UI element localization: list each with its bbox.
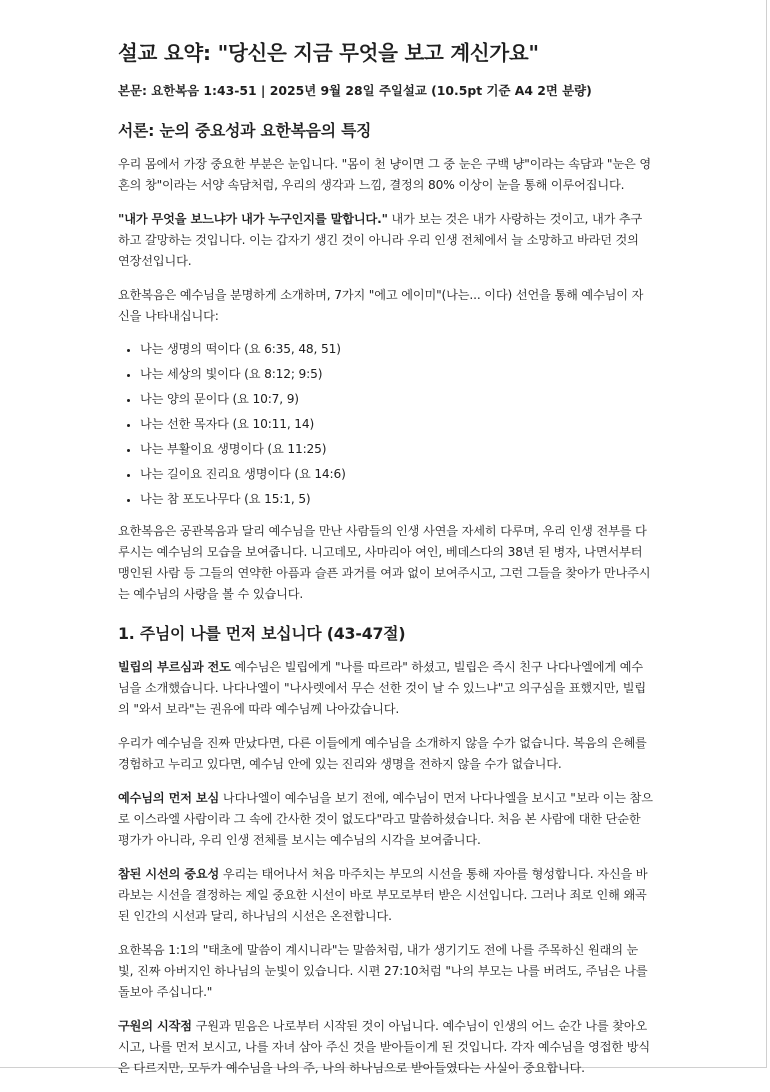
sermon-meta: 본문: 요한복음 1:43-51 | 2025년 9월 28일 주일설교 (10.5pt 기준 A4 2면 분량) [118,83,592,98]
section-1-paragraph-3-text: 나다나엘이 예수님을 보기 전에, 예수님이 먼저 나다나엘을 보시고 "보라 이는 참으로 이스라엘 사람이라 그 속에 간사한 것이 없도다"라고 말씀하셨습니다. 처음 본 사람에 대한 단순한 평가가 아니라, 우리 인생 전체를 보시는 예수님의 시각을 보여줍니다. [118,791,653,847]
section-1-paragraph-4-text: 우리는 태어나서 처음 마주치는 부모의 시선을 통해 자아를 형성합니다. 자신을 바라보는 시선을 결정하는 제일 중요한 시선이 바로 부모로부터 받은 시선입니다. 그러나 죄로 인해 왜곡된 인간의 시선과 달리, 하나님의 시선은 온전합니다. [118,867,648,923]
section-1-paragraph-4 [118,864,653,927]
intro-heading: 서론: 눈의 중요성과 요한복음의 특징 [118,121,372,140]
section-1-paragraph-6-bold: 구원의 시작점 [118,1019,192,1033]
list-item: • 나는 생명의 떡이다 (요 6:35, 48, 51) [140,340,653,358]
list-item: • 나는 양의 문이다 (요 10:7, 9) [140,390,653,408]
intro-paragraph-2-text: 내가 보는 것은 내가 사랑하는 것이고, 내가 추구하고 갈망하는 것입니다. 이는 갑자기 생긴 것이 아니라 우리 인생 전체에서 늘 소망하고 바라던 것의 연장선입니다. [118,212,643,268]
page-title: 설교 요약: "당신은 지금 무엇을 보고 계신가요" [118,41,539,65]
section-1-paragraph-1-text: 예수님은 빌립에게 "나를 따르라" 하셨고, 빌립은 즉시 친구 나다나엘에게 예수님을 소개했습니다. 나다나엘이 "나사렛에서 무슨 선한 것이 날 수 있느냐"고 의구심을 표했지만, 빌립의 "와서 보라"는 권유에 따라 예수님께 나아갔습니다. [118,660,646,716]
section-1-paragraph-3-bold: 예수님의 먼저 보심 [118,791,220,805]
list-item: • 나는 길이요 진리요 생명이다 (요 14:6) [140,465,653,483]
intro-paragraph-4: 요한복음은 공관복음과 달리 예수님을 만난 사람들의 인생 사연을 자세히 다루며, 우리 인생 전부를 다루시는 예수님의 모습을 보여줍니다. 니고데모, 사마리아 여인, 베데스다의 38년 된 병자, 나면서부터 맹인된 사람 등 그들의 연약한 아픔과 슬픈 과거를 여과 없이 보여주시고, 그런 그들을 찾아가 만나주시는 예수님의 사랑을 볼 수 있습니다. [118,524,651,601]
section-1-paragraph-3 [118,788,653,851]
list-item: • 나는 참 포도나무다 (요 15:1, 5) [140,490,653,508]
section-1-paragraph-1-bold: 빌립의 부르심과 전도 [118,660,231,674]
ego-eimi-list [118,340,653,508]
list-item: • 나는 선한 목자다 (요 10:11, 14) [140,415,653,433]
list-item: • 나는 부활이요 생명이다 (요 11:25) [140,440,653,458]
section-1-heading: 1. 주님이 나를 먼저 보십니다 (43-47절) [118,624,406,643]
intro-paragraph-2-bold: "내가 무엇을 보느냐가 내가 누구인지를 말합니다." [118,212,388,226]
section-1-paragraph-6-text: 구원과 믿음은 나로부터 시작된 것이 아닙니다. 예수님이 인생의 어느 순간 나를 찾아오시고, 나를 먼저 보시고, 나를 자녀 삼아 주신 것을 받아들이게 된 것입니다. 각자 예수님을 영접한 방식은 다르지만, 모두가 예수님을 나의 주, 나의 하나님으로 받아들였다는 사실이 중요합니다. [118,1019,650,1075]
section-1-paragraph-4-bold: 참된 시선의 중요성 [118,867,220,881]
section-1-paragraph-2: 우리가 예수님을 진짜 만났다면, 다른 이들에게 예수님을 소개하지 않을 수가 없습니다. 복음의 은혜를 경험하고 누리고 있다면, 예수님 안에 있는 진리와 생명을 전하지 않을 수가 없습니다. [118,736,647,771]
document-content [118,38,653,1092]
intro-paragraph-1: 우리 몸에서 가장 중요한 부분은 눈입니다. "몸이 천 냥이면 그 중 눈은 구백 냥"이라는 속담과 "눈은 영혼의 창"이라는 서양 속담처럼, 우리의 생각과 느낌, 결정의 80% 이상이 눈을 통해 이루어집니다. [118,157,651,192]
intro-paragraph-2 [118,209,653,272]
intro-paragraph-3: 요한복음은 예수님을 분명하게 소개하며, 7가지 "에고 에이미"(나는... 이다) 선언을 통해 예수님이 자신을 나타내십니다: [118,288,644,323]
list-item: • 나는 세상의 빛이다 (요 8:12; 9:5) [140,365,653,383]
section-1-paragraph-5: 요한복음 1:1의 "태초에 말씀이 계시니라"는 말씀처럼, 내가 생기기도 전에 나를 주목하신 원래의 눈빛, 진짜 아버지인 하나님의 눈빛이 있습니다. 시편 27:10처럼 "나의 부모는 나를 버려도, 주님은 나를 돌보아 주십니다." [118,943,648,999]
section-1-paragraph-1 [118,657,653,720]
